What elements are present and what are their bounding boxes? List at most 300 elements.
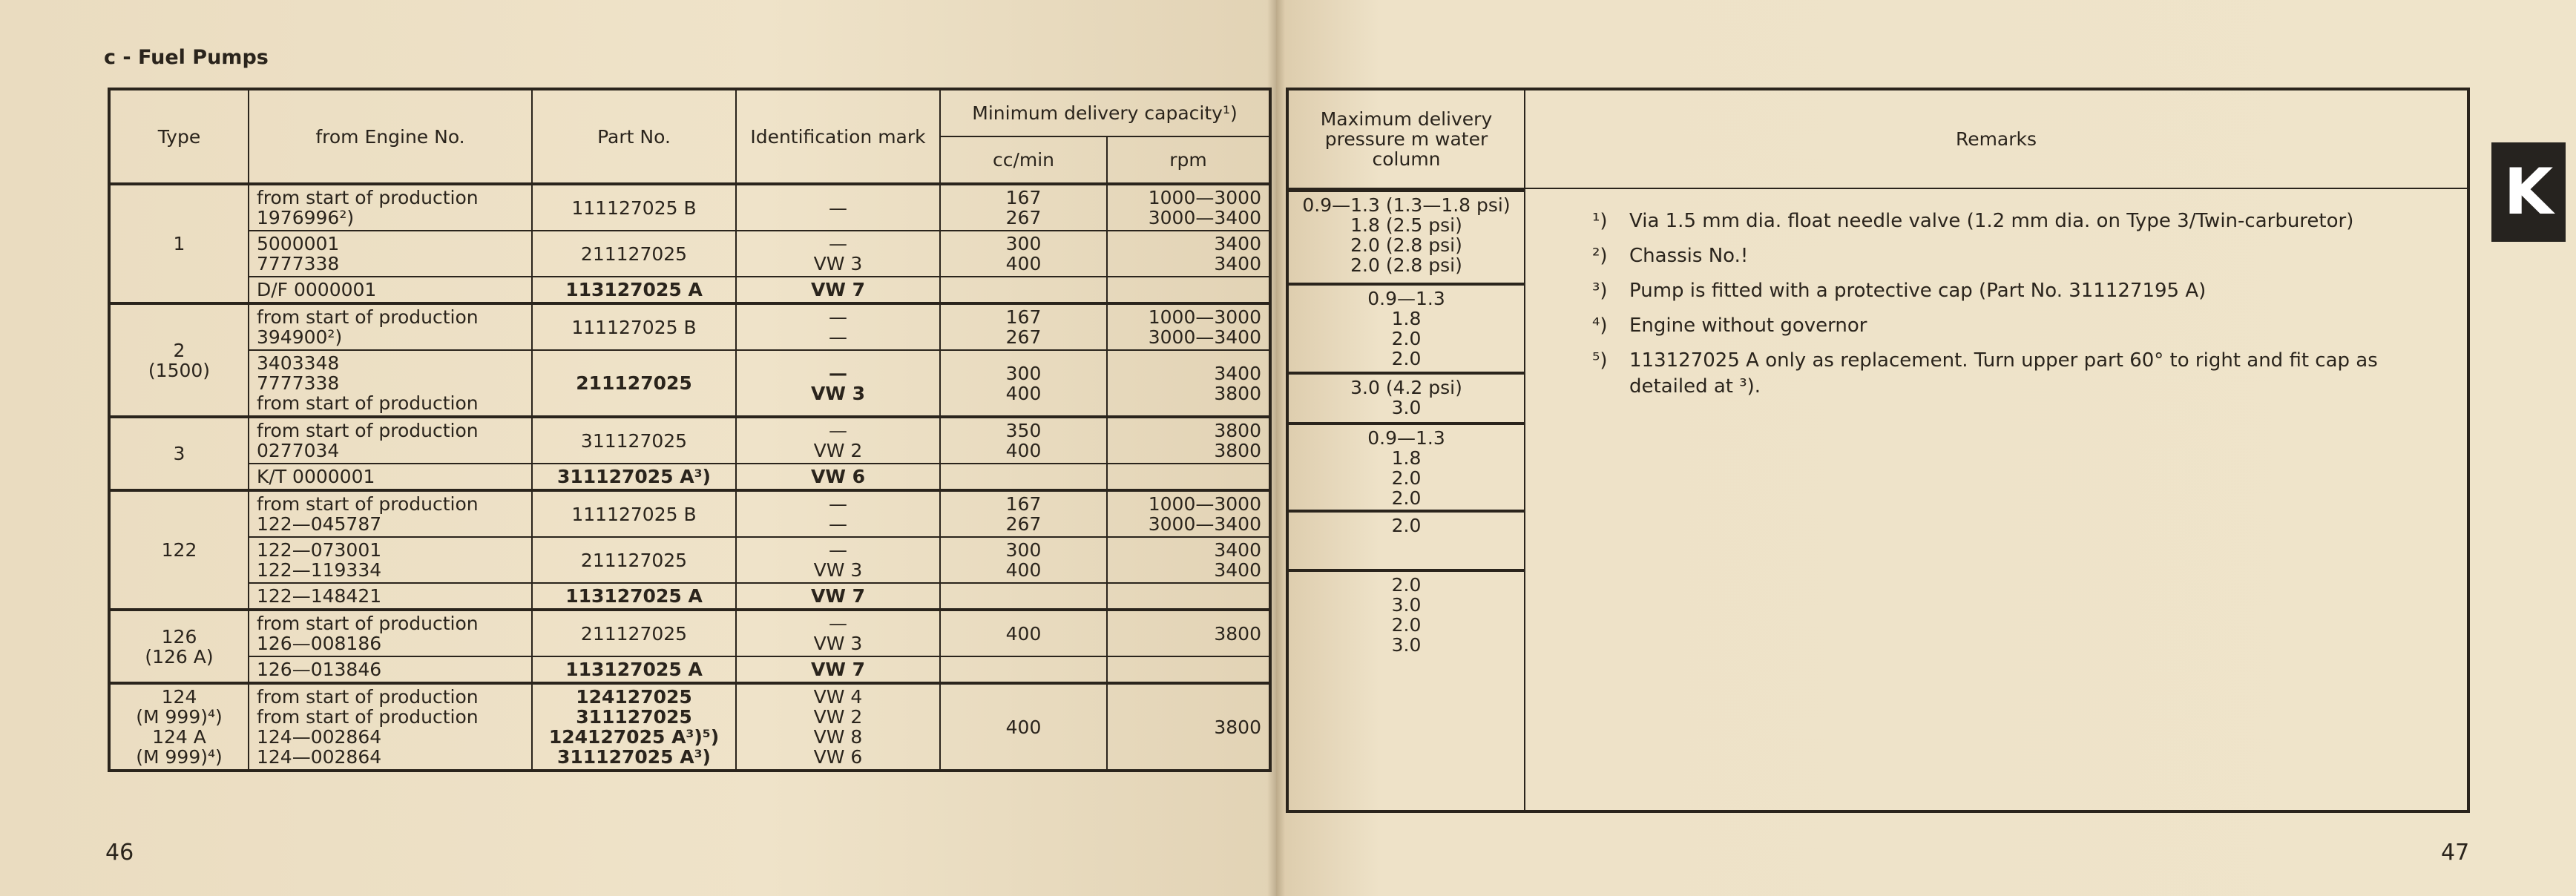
part-no-line: 111127025 B [571,316,697,338]
part-cell [532,231,736,277]
part-no [540,550,728,570]
pressure-value [1296,575,1517,655]
remark-text: Pump is fitted with a protective cap (Part No. 311127195 A) [1629,280,2207,303]
engine-no [257,494,524,534]
cc-min [948,624,1099,644]
part-no [540,280,728,300]
pressure-value-line: 2.0 [1391,574,1422,596]
rpm-line: 3400 [1214,362,1261,384]
ident-mark [744,659,932,679]
left-page-number: 46 [105,840,134,866]
ident-mark-line: — [829,420,847,441]
pressure-value-line: 2.0 [1391,467,1422,489]
table-row [109,303,1270,350]
ident-mark-line: — [829,539,847,561]
ident-cell [736,656,940,683]
cc-min-line: 167 [1005,306,1042,328]
cc-min [948,717,1099,737]
ident-mark [744,540,932,580]
ident-cell [736,464,940,490]
ccmin-cell [940,184,1107,231]
pressure-value-line: 3.0 [1391,594,1422,616]
pressure-value-line: 0.9—1.3 [1367,427,1445,449]
pressure-group [1289,189,1524,283]
engine-cell [249,350,532,417]
pressure-value [1296,195,1517,235]
ident-cell [736,537,940,583]
engine-no-line: from start of production [257,392,479,414]
remark-number: ⁴) [1592,314,1608,337]
ident-cell [736,231,940,277]
part-no [540,317,728,337]
part-no-line: 311127025 A³) [557,746,711,768]
ident-mark-line: VW 3 [813,253,863,274]
engine-no [257,188,524,228]
ident-mark-line: VW 2 [813,706,863,728]
pressure-value-line: 3.0 [1391,634,1422,656]
pressure-value [1296,378,1517,418]
ident-cell [736,683,940,771]
ident-mark-line: VW 4 [813,686,863,708]
part-cell [532,350,736,417]
remark-text: Via 1.5 mm dia. float needle valve (1.2 mm dia. on Type 3/Twin-carburetor) [1629,210,2354,232]
rpm-line: 3800 [1214,382,1261,404]
rpm-cell [1107,583,1270,610]
engine-no-line: D/F 0000001 [257,279,377,300]
table-row [109,277,1270,303]
part-no-line: 113127025 A [565,585,703,607]
engine-no-line: 124—002864 [257,746,382,768]
header-ident: Identification mark [736,89,940,184]
pressure-group [1289,283,1524,372]
part-no-line: 311127025 [576,706,692,728]
remark-number: ²) [1592,245,1608,268]
part-cell [532,490,736,537]
engine-no [257,659,524,679]
ident-mark-line: — [829,197,847,219]
type-value-line: (126 A) [145,645,214,668]
remark-text: Engine without governor [1629,314,1867,337]
engine-no [257,613,524,653]
rpm-cell [1107,464,1270,490]
engine-cell [249,231,532,277]
engine-cell [249,656,532,683]
ident-cell [736,417,940,464]
type-cell [109,303,249,417]
part-no [540,244,728,264]
engine-no-line: 122—045787 [257,513,382,535]
type-cell [109,610,249,683]
engine-no-line: from start of production [257,187,479,208]
header-type: Type [109,89,249,184]
cc-min-line: 300 [1005,362,1042,384]
cc-min [948,540,1099,580]
cc-min-line: 350 [1005,420,1042,441]
engine-no-line: 126—013846 [257,659,382,680]
part-no [540,467,728,487]
remark-number: ³) [1592,280,1608,303]
pressure-value [1296,515,1517,536]
ident-mark-line: VW 6 [813,746,863,768]
rpm-line: 1000—3000 [1148,306,1261,328]
part-cell [532,683,736,771]
ident-mark-line: — [829,513,847,535]
header-part: Part No. [532,89,736,184]
engine-no-line: 126—008186 [257,633,382,654]
ident-mark-line: VW 2 [813,440,863,461]
engine-no [257,687,524,767]
part-no-line: 113127025 A [565,279,703,300]
cc-min-line: 400 [1005,716,1042,738]
type-value-line: (M 999)⁴) [136,746,223,768]
table-row [109,417,1270,464]
ident-mark [744,234,932,274]
fuel-pump-table-right [1286,88,2470,813]
cc-min-line: 400 [1005,440,1042,461]
engine-no-line: 7777338 [257,372,340,394]
engine-no-line: from start of production [257,420,479,441]
part-cell [532,656,736,683]
engine-no [257,586,524,606]
ident-mark-line: VW 8 [813,726,863,748]
part-cell [532,303,736,350]
engine-no-line: 1976996²) [257,207,355,228]
rpm-cell [1107,184,1270,231]
pressure-value-line: 1.8 [1391,447,1422,469]
ident-mark [744,421,932,461]
type-value-line: 124 A [152,726,206,748]
ident-mark-line: — [829,493,847,515]
ident-mark-line: VW 7 [810,585,866,607]
engine-cell [249,417,532,464]
rpm-line: 3800 [1214,440,1261,461]
cc-min [948,234,1099,274]
pressure-value-line: 2.0 [1391,328,1422,349]
pressure-value-line: 0.9—1.3 [1367,288,1445,309]
pressure-value-line: 1.8 [1391,308,1422,329]
type-cell [109,417,249,490]
part-no-line: 211127025 [580,549,688,571]
cc-min-line: 400 [1005,559,1042,581]
engine-no-line: 124—002864 [257,726,382,748]
type-value [118,444,240,464]
fuel-pump-table [108,88,1272,772]
engine-no [257,421,524,461]
engine-no-line: from start of production [257,306,479,328]
part-no [540,504,728,524]
pressure-group [1289,569,1524,656]
remark-number: ¹) [1592,210,1608,232]
ccmin-cell [940,490,1107,537]
pressure-value-line: 1.8 (2.5 psi) [1350,214,1462,236]
type-value-line: (1500) [148,359,211,381]
ccmin-cell [940,610,1107,656]
rpm-cell [1107,277,1270,303]
cc-min [948,421,1099,461]
pressure-column [1287,188,1525,811]
ccmin-cell [940,464,1107,490]
cc-min-line: 167 [1005,493,1042,515]
part-cell [532,464,736,490]
remark-item [1592,348,2408,400]
part-cell [532,610,736,656]
pressure-value-line: 2.0 (2.8 psi) [1350,254,1462,276]
rpm-line: 3000—3400 [1148,207,1261,228]
header-min-delivery: Minimum delivery capacity¹) [940,89,1270,136]
pressure-value-line: 2.0 [1391,515,1422,536]
part-no-line: 211127025 [580,243,688,265]
cc-min-line: 300 [1005,233,1042,254]
table-body [109,184,1270,771]
pressure-value [1296,255,1517,275]
engine-no-line: from start of production [257,706,479,728]
part-no-line: 111127025 B [571,503,697,525]
pressure-value [1296,468,1517,508]
ident-mark-line: VW 3 [813,559,863,581]
rpm-line: 3800 [1214,716,1261,738]
cc-min-line: 400 [1005,253,1042,274]
pressure-value-line: 2.0 [1391,487,1422,509]
type-cell [109,184,249,303]
type-value-line: 122 [161,539,197,561]
rpm [1115,188,1261,228]
pressure-group [1289,422,1524,510]
remark-text: Chassis No.! [1629,245,1749,268]
section-tab-k[interactable]: K [2491,142,2566,242]
rpm-line: 3400 [1214,233,1261,254]
pressure-value-line: 0.9—1.3 (1.3—1.8 psi) [1302,194,1511,216]
engine-cell [249,583,532,610]
ccmin-cell [940,537,1107,583]
rpm [1115,307,1261,347]
rpm-line: 3800 [1214,622,1261,645]
pressure-value [1296,289,1517,329]
cc-min [948,307,1099,347]
rpm [1115,494,1261,534]
pressure-group [1289,510,1524,569]
ident-mark-line: VW 7 [810,659,866,680]
rpm [1115,421,1261,461]
rpm-line: 3400 [1214,539,1261,561]
header-rpm: rpm [1107,136,1270,184]
engine-cell [249,184,532,231]
rpm-line: 3000—3400 [1148,326,1261,348]
type-value-line: (M 999)⁴) [136,706,223,728]
type-value-line: 124 [161,686,197,708]
part-no [540,624,728,644]
type-value-line: 1 [173,233,185,254]
part-no [540,659,728,679]
ccmin-cell [940,417,1107,464]
rpm [1115,624,1261,644]
type-value [118,340,240,381]
rpm-line: 1000—3000 [1148,187,1261,208]
part-cell [532,537,736,583]
type-cell [109,490,249,610]
table-row [109,610,1270,656]
rpm-line: 3000—3400 [1148,513,1261,535]
ident-mark [744,687,932,767]
ident-mark-line: VW 3 [813,633,863,654]
part-no-line: 113127025 A [565,659,703,680]
ident-mark-line: — [829,306,847,328]
engine-no [257,467,524,487]
ident-mark [744,198,932,218]
pressure-value [1296,235,1517,255]
ident-cell [736,184,940,231]
cc-min [948,188,1099,228]
engine-no-line: 3403348 [257,352,340,374]
type-value [118,234,240,254]
part-no-line: 211127025 [576,372,692,394]
rpm-cell [1107,683,1270,771]
engine-cell [249,277,532,303]
engine-cell [249,464,532,490]
remark-item [1592,313,2408,339]
engine-no-line: from start of production [257,686,479,708]
ident-mark-line: VW 7 [810,279,866,300]
header-engine: from Engine No. [249,89,532,184]
cc-min-line: 300 [1005,539,1042,561]
table-row [109,490,1270,537]
ident-mark [744,280,932,300]
cc-min-line: 400 [1005,382,1042,404]
cc-min [948,494,1099,534]
remarks-list [1592,208,2408,401]
ccmin-cell [940,231,1107,277]
engine-no-line: K/T 0000001 [257,466,375,487]
type-value [118,627,240,667]
remark-number: ⁵) [1592,349,1608,372]
cc-min-line: 267 [1005,513,1042,535]
rpm [1115,363,1261,403]
table-row [109,683,1270,771]
ident-cell [736,610,940,656]
rpm-line: 1000—3000 [1148,493,1261,515]
ccmin-cell [940,277,1107,303]
part-no-line: 311127025 [580,429,688,452]
engine-no-line: 122—119334 [257,559,382,581]
pressure-value-line: 2.0 (2.8 psi) [1350,234,1462,256]
ccmin-cell [940,583,1107,610]
engine-cell [249,303,532,350]
part-no-line: 211127025 [580,622,688,645]
part-cell [532,277,736,303]
ccmin-cell [940,350,1107,417]
engine-no [257,307,524,347]
rpm-cell [1107,610,1270,656]
table-row [109,464,1270,490]
part-no [540,687,728,767]
pressure-value-line: 2.0 [1391,614,1422,636]
ident-mark [744,467,932,487]
ident-mark [744,494,932,534]
ccmin-cell [940,656,1107,683]
rpm-line: 3400 [1214,559,1261,581]
cc-min [948,363,1099,403]
ident-mark-line: VW 3 [810,382,866,404]
engine-no [257,540,524,580]
ccmin-cell [940,683,1107,771]
pressure-value [1296,428,1517,468]
ident-mark-line: VW 6 [810,466,866,487]
part-cell [532,583,736,610]
part-no-line: 124127025 [576,686,692,708]
ident-mark-line: — [829,362,847,384]
engine-cell [249,683,532,771]
header-remarks: Remarks [1525,89,2468,188]
ident-cell [736,490,940,537]
type-value-line: 3 [173,443,185,464]
engine-no-line: 122—148421 [257,585,382,607]
engine-no-line: 0277034 [257,440,340,461]
pressure-value-line: 3.0 (4.2 psi) [1350,377,1462,398]
remark-item [1592,278,2408,304]
engine-no-line: 122—073001 [257,539,382,561]
rpm-cell [1107,537,1270,583]
engine-cell [249,610,532,656]
cc-min-line: 400 [1005,622,1042,645]
part-no [540,198,728,218]
ident-mark-line: — [829,326,847,348]
engine-no-line: from start of production [257,613,479,634]
header-ccmin: cc/min [940,136,1107,184]
ident-mark-line: — [829,613,847,634]
ident-cell [736,303,940,350]
type-value-line: 2 [173,339,185,361]
header-max-pressure: Maximum delivery pressure m water column [1287,89,1525,188]
pressure-value-line: 2.0 [1391,348,1422,369]
ident-mark [744,586,932,606]
pressure-value [1296,329,1517,369]
part-cell [532,184,736,231]
part-no-line: 111127025 B [571,197,697,219]
part-no [540,586,728,606]
type-cell [109,683,249,771]
engine-no [257,353,524,413]
engine-no [257,234,524,274]
engine-cell [249,537,532,583]
ident-cell [736,350,940,417]
remarks-cell [1525,188,2468,811]
rpm-cell [1107,303,1270,350]
ident-cell [736,583,940,610]
engine-no [257,280,524,300]
remark-item [1592,208,2408,234]
table-row [109,656,1270,683]
engine-no-line: 394900²) [257,326,343,348]
engine-no-line: from start of production [257,493,479,515]
ident-mark [744,613,932,653]
ident-mark [744,307,932,347]
rpm [1115,540,1261,580]
table-row [109,350,1270,417]
ident-cell [736,277,940,303]
type-value [118,540,240,560]
rpm-cell [1107,656,1270,683]
ccmin-cell [940,303,1107,350]
engine-cell [249,490,532,537]
table-row [109,231,1270,277]
engine-no-line: 7777338 [257,253,340,274]
cc-min-line: 167 [1005,187,1042,208]
remark-text: 113127025 A only as replacement. Turn upper part 60° to right and fit cap as detailed at ³). [1629,349,2378,398]
engine-no-line: 5000001 [257,233,340,254]
part-no-line: 124127025 A³)⁵) [548,726,720,748]
table-row [109,583,1270,610]
cc-min-line: 267 [1005,326,1042,348]
ident-mark [744,363,932,403]
